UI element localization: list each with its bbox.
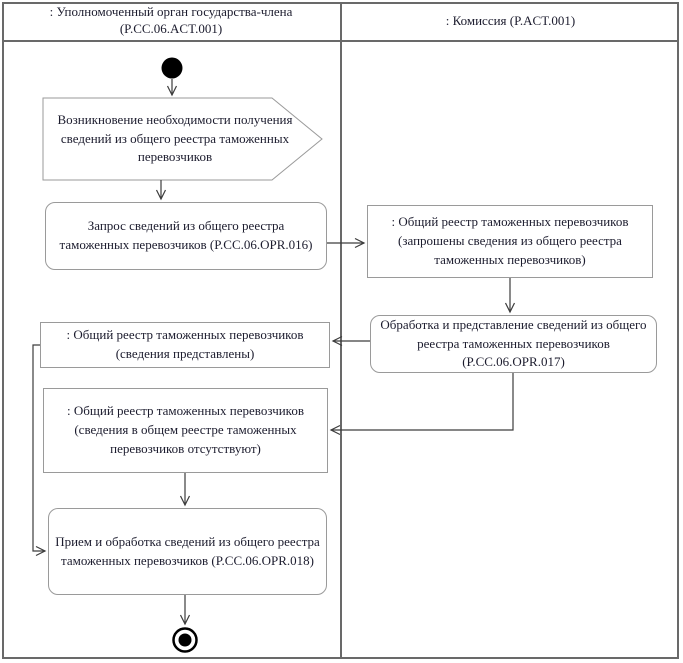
object-node-registry-provided: : Общий реестр таможенных перевозчиков (сведения представлены) (40, 322, 330, 368)
object-node-registry-absent: : Общий реестр таможенных перевозчиков (сведения в общем реестре таможенных перевозчиков отсутствуют) (43, 388, 328, 473)
object-node-registry-requested: : Общий реестр таможенных перевозчиков (запрошены сведения из общего реестра таможенных перевозчиков) (367, 205, 653, 278)
swimlane-divider (340, 2, 342, 659)
swimlane-title: : Уполномоченный орган государства-члена (P.CC.06.ACT.001) (49, 4, 293, 36)
signal-event-label: Возникновение необходимости получения сведений из общего реестра таможенных перевозчиков (57, 111, 293, 165)
swimlane-header-authorized-body (2, 2, 340, 42)
swimlane-header-commission (342, 2, 679, 42)
action-request-opr016: Запрос сведений из общего реестра таможенных перевозчиков (P.CC.06.OPR.016) (45, 202, 327, 270)
swimlane-title: : Комиссия (P.ACT.001) (445, 12, 576, 28)
action-receive-opr018: Прием и обработка сведений из общего реестра таможенных перевозчиков (P.CC.06.OPR.018) (48, 508, 327, 595)
action-process-opr017: Обработка и представление сведений из общего реестра таможенных перевозчиков (P.CC.06.OPR.017) (370, 315, 657, 373)
